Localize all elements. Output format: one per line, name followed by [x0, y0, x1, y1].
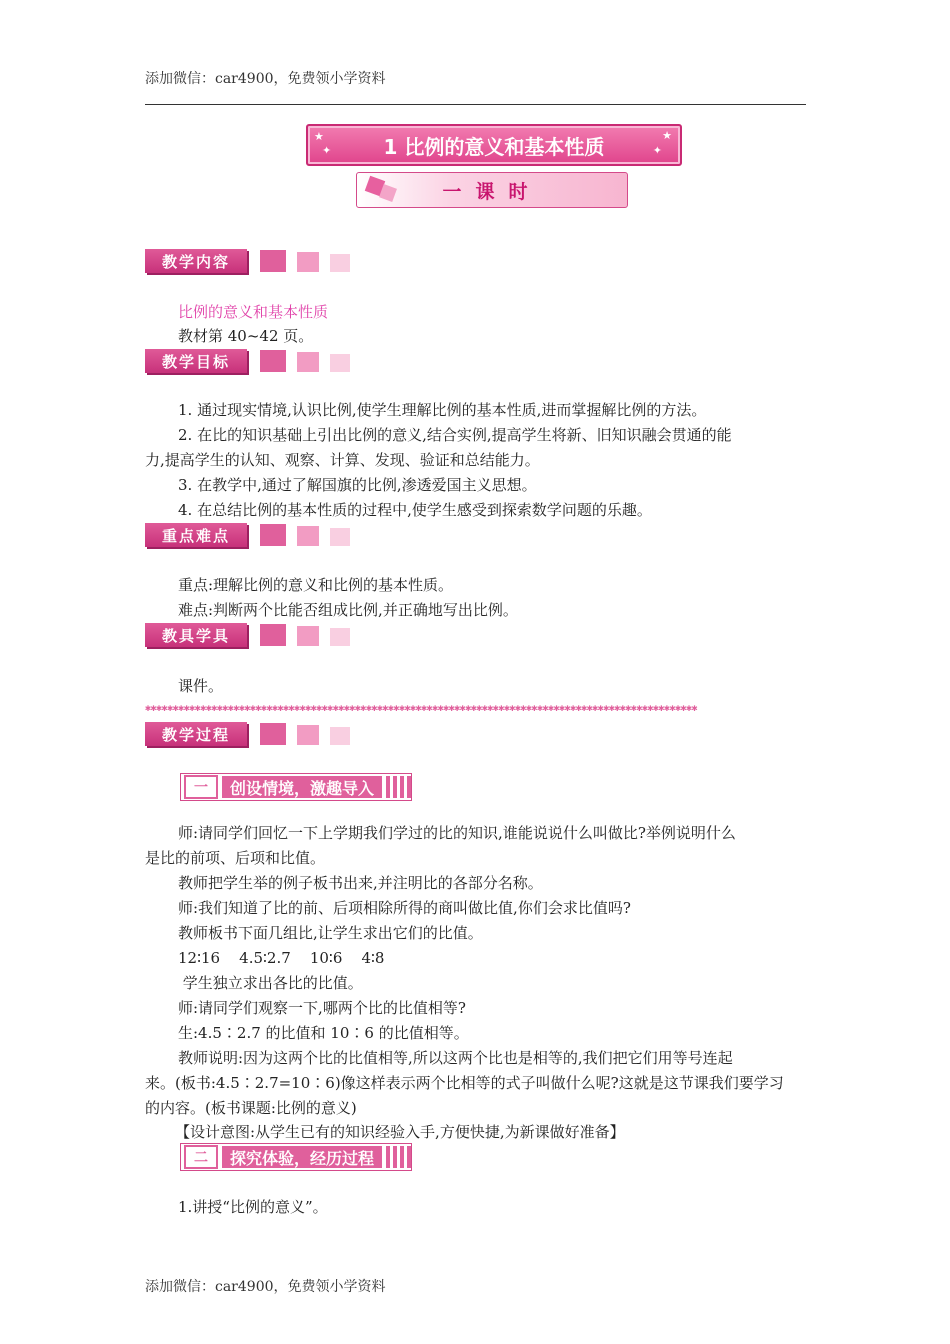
content-pages: 教材第 40~42 页。: [178, 327, 314, 345]
design-intent: 【设计意图:从学生已有的知识经验入手,方便快捷,为新课做好准备】: [175, 1123, 625, 1141]
decor-square: [330, 354, 350, 372]
key-difficulty: 难点:判断两个比能否组成比例,并正确地写出比例。: [178, 601, 518, 619]
step-banner-1: [180, 773, 412, 801]
key-focus: 重点:理解比例的意义和比例的基本性质。: [178, 576, 454, 594]
header-note: 添加微信：car4900，免费领小学资料: [145, 71, 386, 87]
process-line: 的内容。(板书课题:比例的意义): [145, 1099, 357, 1117]
content-topic: 比例的意义和基本性质: [178, 303, 329, 321]
section-label-goals: 教学目标: [145, 349, 247, 373]
decor-square: [297, 252, 319, 272]
diamond-decoration-icon: [379, 184, 397, 202]
process-line: 1.讲授“比例的意义”。: [178, 1198, 328, 1216]
star-divider: ✱✱✱✱✱✱✱✱✱✱✱✱✱✱✱✱✱✱✱✱✱✱✱✱✱✱✱✱✱✱✱✱✱✱✱✱✱✱✱✱✱✱✱✱✱✱✱✱✱✱✱✱✱✱✱✱✱✱✱✱✱✱✱✱✱✱✱✱✱✱✱✱✱✱✱✱✱✱✱✱✱✱✱✱✱✱✱✱✱✱✱✱✱✱✱✱✱✱✱✱: [145, 703, 698, 714]
star-icon: ✦: [322, 144, 332, 157]
decor-square: [297, 526, 319, 546]
process-line: 教师说明:因为这两个比的比值相等,所以这两个比也是相等的,我们把它们用等号连起: [178, 1049, 733, 1067]
decor-square: [260, 624, 286, 646]
decor-square: [297, 725, 319, 745]
bar-decoration-icon: [386, 1146, 411, 1168]
goal-item: 力,提高学生的认知、观察、计算、发现、验证和总结能力。: [145, 451, 540, 469]
goal-item: 3. 在教学中,通过了解国旗的比例,渗透爱国主义思想。: [178, 476, 537, 494]
process-line: 教师板书下面几组比,让学生求出它们的比值。: [178, 924, 483, 942]
decor-square: [260, 250, 286, 272]
process-line: 来。(板书:4.5∶2.7=10∶6)像这样表示两个比相等的式子叫做什么呢?这就是这节课我们要学习: [145, 1074, 784, 1092]
process-line: 是比的前项、后项和比值。: [145, 849, 326, 867]
process-line: 师:我们知道了比的前、后项相除所得的商叫做比值,你们会求比值吗?: [178, 899, 631, 917]
bar-decoration-icon: [386, 776, 411, 798]
process-line: 师:请同学们观察一下,哪两个比的比值相等?: [178, 999, 466, 1017]
decor-square: [330, 628, 350, 646]
lesson-title: 1 比例的意义和基本性质: [383, 134, 605, 159]
decor-square: [297, 626, 319, 646]
process-line: 学生独立求出各比的比值。: [178, 974, 363, 992]
tools-text: 课件。: [178, 677, 224, 695]
goal-item: 1. 通过现实情境,认识比例,使学生理解比例的基本性质,进而掌握解比例的方法。: [178, 401, 707, 419]
decor-square: [297, 352, 319, 372]
header-divider: [145, 104, 806, 105]
decor-square: [260, 350, 286, 372]
lesson-period: 一课时: [442, 180, 542, 203]
lesson-title-banner: [306, 124, 682, 166]
footer-note: 添加微信：car4900，免费领小学资料: [145, 1279, 386, 1295]
process-line: 师:请同学们回忆一下上学期我们学过的比的知识,谁能说说什么叫做比?举例说明什么: [178, 824, 736, 842]
ratio-list: 12∶16 4.5∶2.7 10∶6 4∶8: [178, 949, 385, 967]
section-label-key-points: 重点难点: [145, 523, 247, 547]
section-label-content: 教学内容: [145, 249, 247, 273]
step-title: 探究体验，经历过程: [222, 1146, 382, 1168]
goal-item: 2. 在比的知识基础上引出比例的意义,结合实例,提高学生将新、旧知识融会贯通的能: [178, 426, 732, 444]
lesson-period-badge: [356, 172, 628, 208]
decor-square: [330, 727, 350, 745]
decor-square: [330, 254, 350, 272]
step-title: 创设情境，激趣导入: [222, 776, 382, 798]
process-line: 教师把学生举的例子板书出来,并注明比的各部分名称。: [178, 874, 543, 892]
goal-item: 4. 在总结比例的基本性质的过程中,使学生感受到探索数学问题的乐趣。: [178, 501, 652, 519]
step-number: 二: [184, 1145, 218, 1169]
decor-square: [260, 524, 286, 546]
section-label-tools: 教具学具: [145, 623, 247, 647]
section-label-process: 教学过程: [145, 722, 247, 746]
step-banner-2: [180, 1143, 412, 1171]
decor-square: [330, 528, 350, 546]
star-icon: ★: [662, 129, 672, 142]
decor-square: [260, 723, 286, 745]
star-icon: ★: [314, 130, 324, 143]
process-line: 生:4.5∶2.7 的比值和 10∶6 的比值相等。: [178, 1024, 469, 1042]
star-icon: ✦: [652, 144, 662, 157]
step-number: 一: [184, 775, 218, 799]
